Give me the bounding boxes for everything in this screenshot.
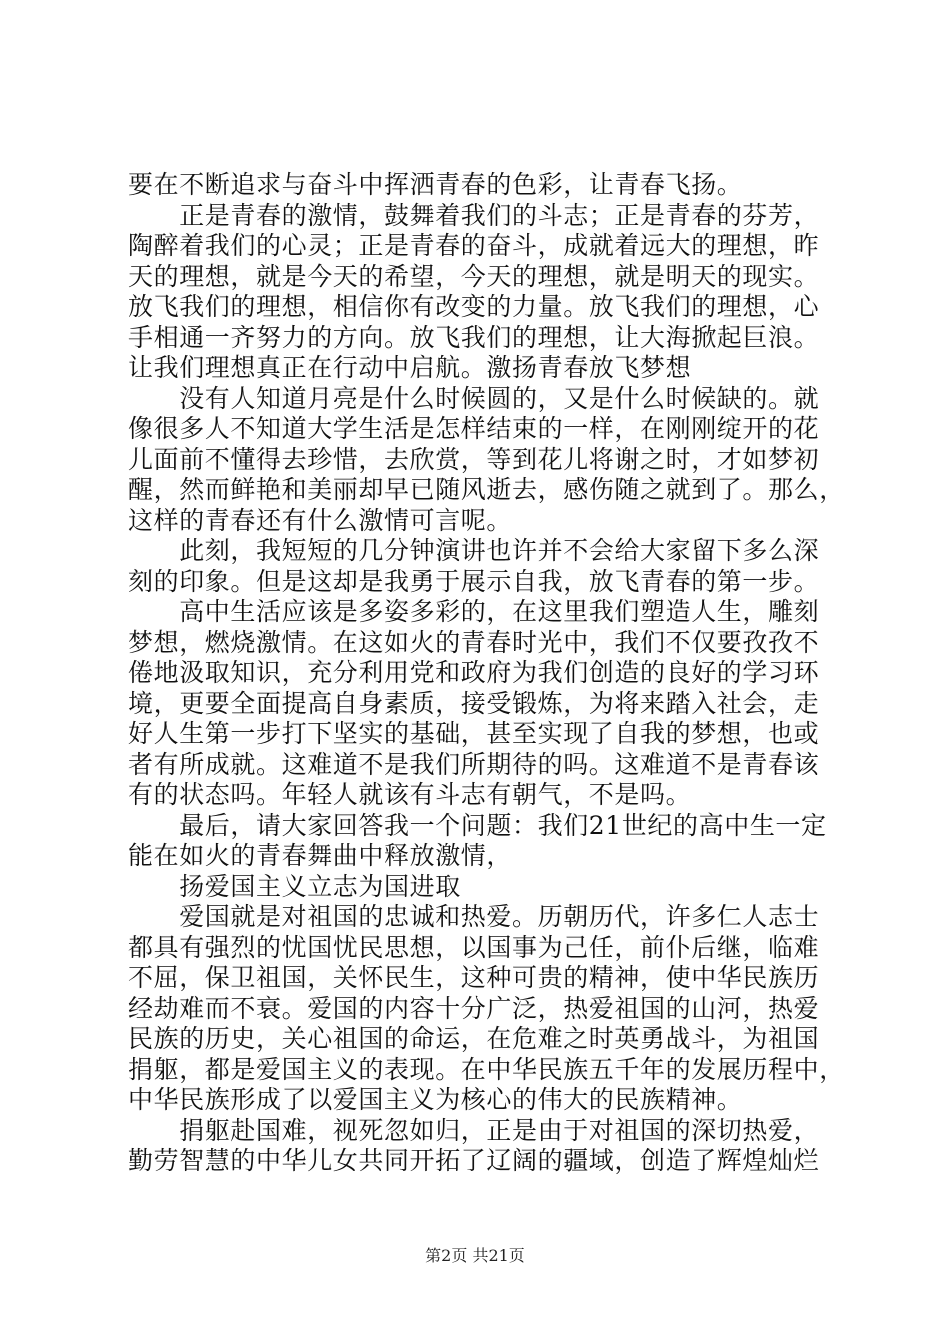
text-line: 捐躯，都是爱国主义的表现。在中华民族五千年的发展历程中，	[128, 1054, 845, 1084]
text-line: 倦地汲取知识，充分利用党和政府为我们创造的良好的学习环	[128, 658, 820, 687]
text-line: 经劫难而不衰。爱国的内容十分广泛，热爱祖国的山河，热爱	[128, 993, 820, 1023]
text-line: 梦想，燃烧激情。在这如火的青春时光中，我们不仅要孜孜不	[128, 627, 820, 657]
document-body	[128, 170, 848, 1177]
text-line: 爱国就是对祖国的忠诚和热爱。历朝历代，许多仁人志士	[128, 902, 820, 931]
text-line: 陶醉着我们的心灵；正是青春的奋斗，成就着远大的理想，昨	[128, 231, 820, 260]
text-line: 醒，然而鲜艳和美丽却早已随风逝去，感伤随之就到了。那么，	[128, 475, 845, 504]
text-line: 者有所成就。这难道不是我们所期待的吗。这难道不是青春该	[128, 749, 820, 779]
text-line: 勤劳智慧的中华儿女共同开拓了辽阔的疆域，创造了辉煌灿烂	[128, 1146, 820, 1175]
text-line: 民族的历史，关心祖国的命运，在危难之时英勇战斗，为祖国	[128, 1024, 820, 1053]
text-line: 此刻，我短短的几分钟演讲也许并不会给大家留下多么深	[128, 536, 820, 565]
text-line: 天的理想，就是今天的希望，今天的理想，就是明天的现实。	[128, 261, 820, 291]
text-line: 这样的青春还有什么激情可言呢。	[128, 505, 513, 535]
text-line: 刻的印象。但是这却是我勇于展示自我，放飞青春的第一步。	[128, 566, 820, 596]
text-line: 最后，请大家回答我一个问题：我们21世纪的高中生一定	[128, 810, 827, 840]
text-line: 好人生第一步打下坚实的基础，甚至实现了自我的梦想，也或	[128, 719, 820, 748]
text-line: 高中生活应该是多姿多彩的，在这里我们塑造人生，雕刻	[128, 597, 820, 626]
text-line: 中华民族形成了以爱国主义为核心的伟大的民族精神。	[128, 1085, 743, 1114]
text-line: 捐躯赴国难，视死忽如归，正是由于对祖国的深切热爱，	[128, 1115, 820, 1145]
text-line: 让我们理想真正在行动中启航。激扬青春放飞梦想	[128, 353, 692, 382]
text-line: 有的状态吗。年轻人就该有斗志有朝气，不是吗。	[128, 780, 692, 809]
text-line: 没有人知道月亮是什么时候圆的，又是什么时候缺的。就	[128, 383, 820, 413]
text-line: 像很多人不知道大学生活是怎样结束的一样，在刚刚绽开的花	[128, 414, 820, 443]
text-line: 不屈，保卫祖国，关怀民生，这种可贵的精神，使中华民族历	[128, 963, 820, 992]
page-footer	[0, 1243, 950, 1266]
text-line: 境，更要全面提高自身素质，接受锻炼，为将来踏入社会，走	[128, 688, 820, 718]
text-line: 要在不断追求与奋斗中挥洒青春的色彩，让青春飞扬。	[128, 170, 743, 199]
text-line: 正是青春的激情，鼓舞着我们的斗志；正是青春的芬芳，	[128, 200, 820, 230]
text-line: 能在如火的青春舞曲中释放激情，	[128, 841, 513, 870]
text-line: 儿面前不懂得去珍惜，去欣赏，等到花儿将谢之时，才如梦初	[128, 444, 820, 474]
text-line: 扬爱国主义立志为国进取	[128, 871, 461, 901]
text-line: 都具有强烈的忧国忧民思想，以国事为己任，前仆后继，临难	[128, 932, 820, 962]
page-number-label: 第2页 共21页	[425, 1246, 525, 1265]
text-line: 手相通一齐努力的方向。放飞我们的理想，让大海掀起巨浪。	[128, 322, 820, 352]
text-line: 放飞我们的理想，相信你有改变的力量。放飞我们的理想，心	[128, 292, 820, 321]
